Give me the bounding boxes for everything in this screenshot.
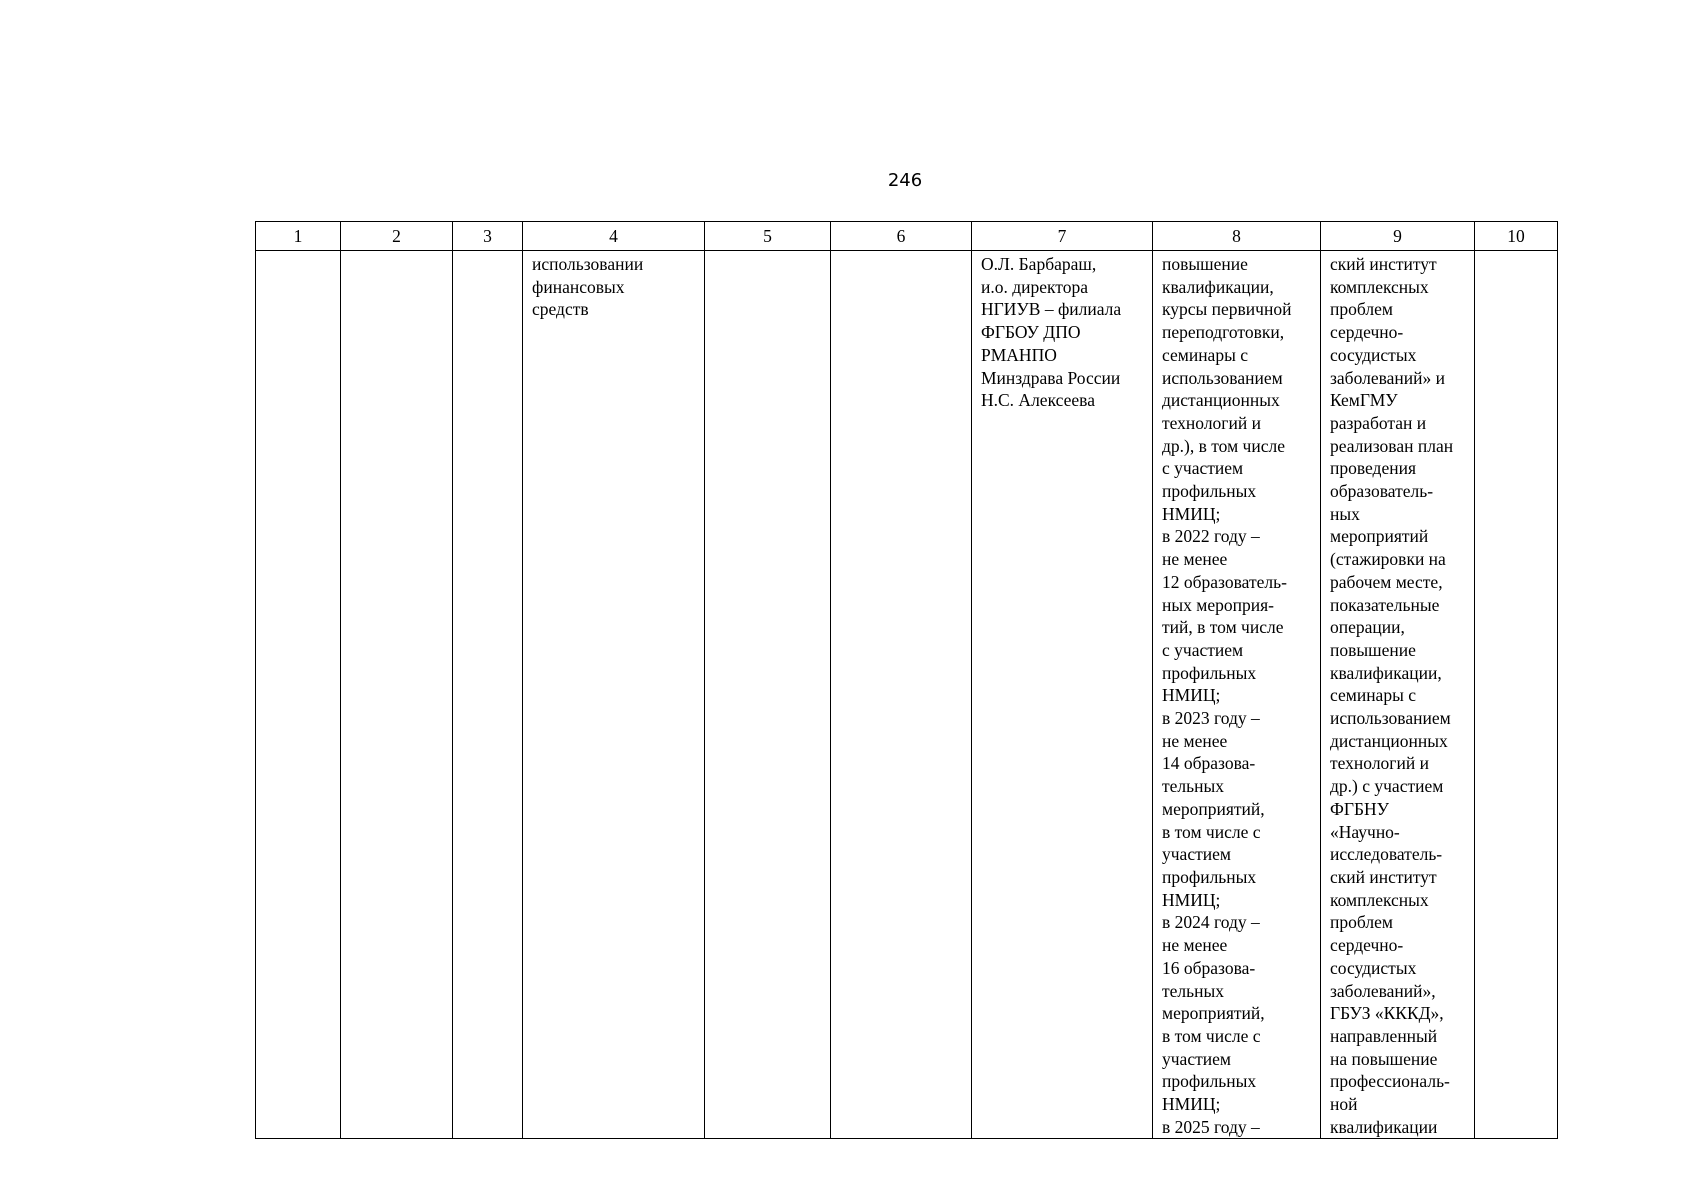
table-cell-4: [523, 251, 705, 1139]
column-header-6: 6: [831, 222, 972, 251]
cell-text-5: [705, 251, 830, 253]
table-cell-10: [1475, 251, 1558, 1139]
column-header-1: 1: [256, 222, 341, 251]
table-row: [256, 251, 1558, 1139]
cell-text-4: использовании финансовых средств: [532, 254, 644, 320]
table-cell-2: [341, 251, 453, 1139]
table-cell-9: [1321, 251, 1475, 1139]
table-cell-3: [453, 251, 523, 1139]
column-header-9: 9: [1321, 222, 1475, 251]
cell-text-8: повышение квалификации, курсы первичной переподготовки, семинары с использованием дистанционных технологий и др.), в том числе с участием профильных НМИЦ; в 2022 году – не менее 12 образователь- ных мероприя- тий, в том числе с участием профильных НМИЦ; в 2023 году – не менее 14 образова- тельных мероприятий, в том числе с участием профильных НМИЦ; в 2024 году – не менее 16 образова- тельных мероприятий, в том числе с участием профильных НМИЦ; в 2025 году –: [1162, 254, 1292, 1137]
cell-text-10: [1475, 251, 1557, 253]
table-cell-1: [256, 251, 341, 1139]
cell-text-6: [831, 251, 971, 253]
table-cell-8: [1153, 251, 1321, 1139]
column-header-3: 3: [453, 222, 523, 251]
table-cell-7: [972, 251, 1153, 1139]
cell-text-3: [453, 251, 522, 253]
document-table: [255, 221, 1558, 1139]
table-cell-5: [705, 251, 831, 1139]
cell-text-9: ский институт комплексных проблем сердечно- сосудистых заболеваний» и КемГМУ разработан и реализован план проведения образователь- ных мероприятий (стажировки на рабочем месте, показательные операции, повышение квалификации, семинары с использованием дистанционных технологий и др.) с участием ФГБНУ «Научно- исследователь- ский институт комплексных проблем сердечно- сосудистых заболеваний», ГБУЗ «КККД», направленный на повышение профессиональ- ной квалификации: [1330, 254, 1454, 1137]
cell-text-2: [341, 251, 452, 253]
column-header-8: 8: [1153, 222, 1321, 251]
column-number-row: [256, 222, 1558, 251]
column-header-10: 10: [1475, 222, 1558, 251]
column-header-2: 2: [341, 222, 453, 251]
page-number: 246: [887, 170, 923, 191]
column-header-7: 7: [972, 222, 1153, 251]
cell-text-1: [256, 251, 340, 253]
table-cell-6: [831, 251, 972, 1139]
cell-text-7: О.Л. Барбараш, и.о. директора НГИУВ – филиала ФГБОУ ДПО РМАНПО Минздрава России Н.С. Алексеева: [981, 254, 1122, 411]
column-header-5: 5: [705, 222, 831, 251]
column-header-4: 4: [523, 222, 705, 251]
